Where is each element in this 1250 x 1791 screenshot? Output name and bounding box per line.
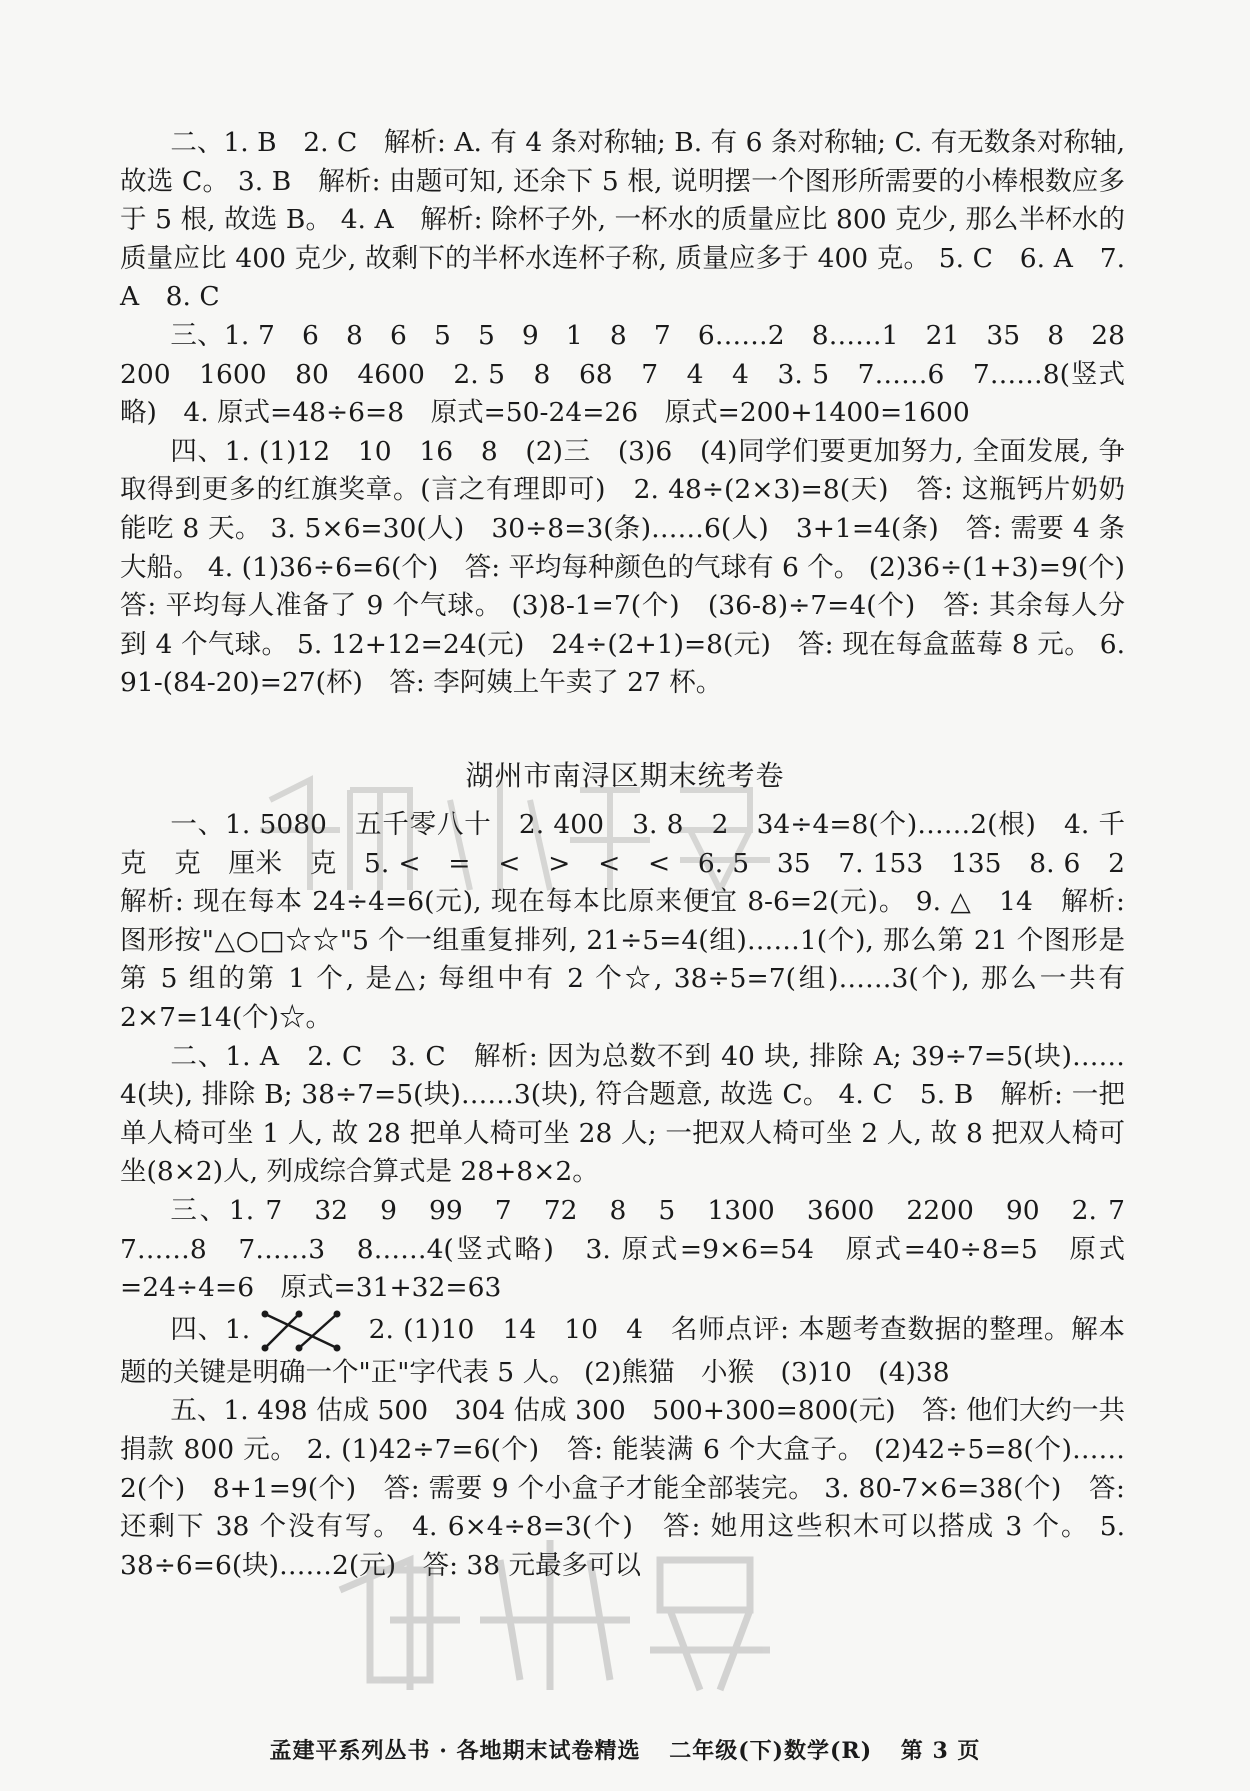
footer-grade: 二年级(下)数学(R) bbox=[669, 1738, 873, 1764]
answer-part-two: 二、1. B 2. C 解析: A. 有 4 条对称轴; B. 有 6 条对称轴; C. 有无数条对称轴, 故选 C。 3. B 解析: 由题可知, 还余下 5 根, 说明摆一个图形所需要的小棒根数应多于 5 根, 故选 B。 4. A 解析: 除杯子外, 一杯水的质量应比 800 克少, 那么半杯水的质量应比 400 克少, 故剩下的半杯水连杯子称, 质量应多于 400 克。 5. C 6. A 7. A 8. C bbox=[120, 127, 1125, 313]
answer-part-three-b: 三、1. 7 32 9 99 7 72 8 5 1300 3600 2200 90 2. 7 7……8 7……3 8……4(竖式略) 3. 原式=9×6=54 原式=40÷8=5 原式=24÷4=6 原式=31+32=63 bbox=[120, 1194, 1152, 1304]
answer-part-two-b: 二、1. A 2. C 3. C 解析: 因为总数不到 40 块, 排除 A; 39÷7=5(块)……4(块), 排除 B; 38÷7=5(块)……3(块), 符合题意, 故选 C。 4. C 5. B 解析: 一把单人椅可坐 1 人, 故 28 把单人椅可坐 28 人; 一把双人椅可坐 2 人, 故 8 把双人椅可坐(8×2)人, 列成综合算式是 28+8×2。 bbox=[120, 1040, 1125, 1188]
footer-page: 第 3 页 bbox=[900, 1738, 981, 1764]
answer-part-one-b: 一、1. 5080 五千零八十 2. 400 3. 8 2 34÷4=8(个)……2(根) 4. 千克 克 厘米 克 5. < = < > < < 6. 5 35 7. 153 135 8. 6 2 解析: 现在每本 24÷4=6(元), 现在每本比原来便宜 8-6=2(元)。 9. △ 14 解析: 图形按"△○□☆☆"5 个一组重复排列, 21÷5=4(组)……1(个), 那么第 21 个图形是第 5 组的第 1 个, 是△; 每组中有 2 个☆, 38÷5=7(组)……3(个), 那么一共有 2×7=14(个)☆。 bbox=[120, 809, 1152, 1033]
footer-series: 孟建平系列丛书 · 各地期末试卷精选 bbox=[269, 1738, 641, 1764]
answer-part-four-b bbox=[120, 1308, 1125, 1393]
answers-top bbox=[120, 124, 1152, 703]
answer-part-five-b: 五、1. 498 估成 500 304 估成 300 500+300=800(元) 答: 他们大约一共捐款 800 元。 2. (1)42÷7=6(个) 答: 能装满 6 个大盒子。 (2)42÷5=8(个)……2(个) 8+1=9(个) 答: 需要 9 个小盒子才能全部装完。 3. 80-7×6=38(个) 答: 还剩下 38 个没有写。 4. 6×4÷8=3(个) 答: 她用这些积木可以搭成 3 个。 5. 38÷6=6(块)……2(元) 答: 38 元最多可以 bbox=[120, 1395, 1125, 1581]
answer-four-prefix: 四、1. bbox=[170, 1313, 251, 1345]
answer-four-rest: 2. (1)10 14 10 4 名师点评: 本题考查数据的整理。解本题的关键是明确一个"正"字代表 5 人。 (2)熊猫 小猴 (3)10 (4)38 bbox=[120, 1313, 1125, 1388]
answer-part-four: 四、1. (1)12 10 16 8 (2)三 (3)6 (4)同学们要更加努力, 全面发展, 争取得到更多的红旗奖章。(言之有理即可) 2. 48÷(2×3)=8(天) 答: 这瓶钙片奶奶能吃 8 天。 3. 5×6=30(人) 30÷8=3(条)……6(人) 3+1=4(条) 答: 需要 4 条大船。 4. (1)36÷6=6(个) 答: 平均每种颜色的气球有 6 个。 (2)36÷(1+3)=9(个) 答: 平均每人准备了 9 个气球。 (3)8-1=7(个) (36-8)÷7=4(个) 答: 其余每人分到 4 个气球。 5. 12+12=24(元) 24÷(2+1)=8(元) 答: 现在每盒蓝莓 8 元。 6. 91-(84-20)=27(杯) 答: 李阿姨上午卖了 27 杯。 bbox=[120, 435, 1152, 699]
section-title: 湖州市南浔区期末统考卷 bbox=[465, 759, 785, 792]
answer-part-three: 三、1. 7 6 8 6 5 5 9 1 8 7 6……2 8……1 21 35 8 28 200 1600 80 4600 2. 5 8 68 7 4 4 3. 5 7……6 7……8(竖式略) 4. 原式=48÷6=8 原式=50-24=26 原式=200+1400=1600 bbox=[120, 319, 1152, 429]
page-footer bbox=[0, 1734, 1250, 1765]
matching-lines-diagram bbox=[259, 1308, 343, 1354]
answers-bottom bbox=[120, 806, 1152, 1585]
